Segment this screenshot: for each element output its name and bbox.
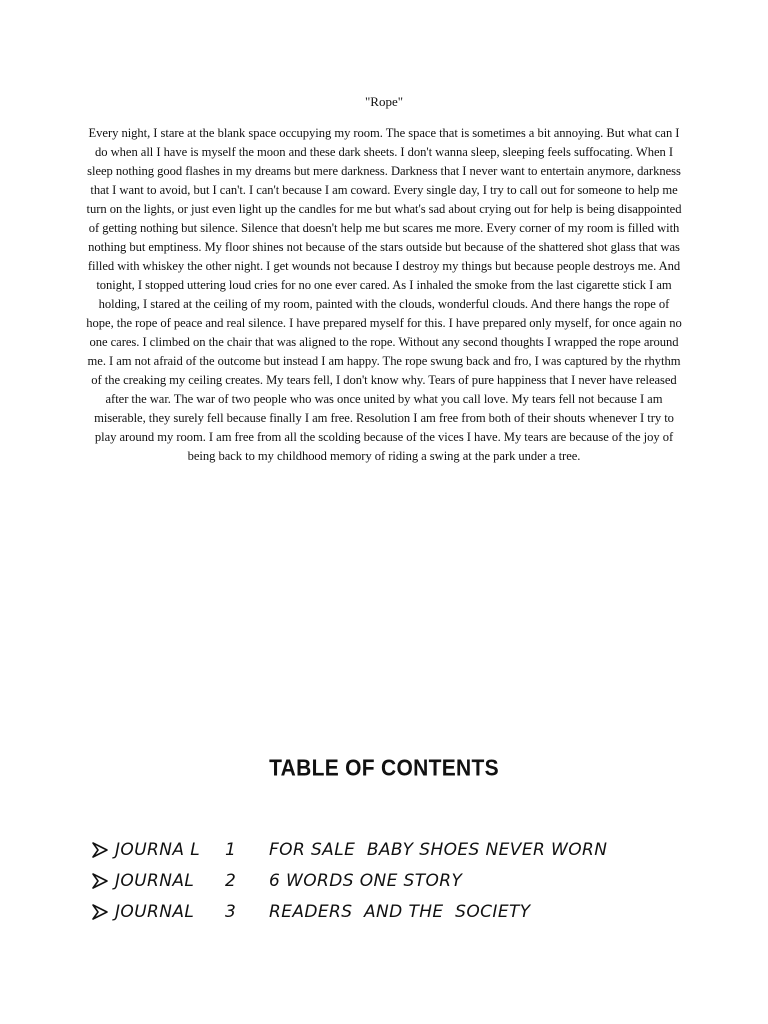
toc-item-title: READERS AND THE SOCIETY: [269, 901, 531, 922]
toc-heading: TABLE OF CONTENTS: [269, 756, 499, 781]
arrowhead-bullet-icon: [90, 902, 110, 922]
toc-item-1: [90, 834, 730, 865]
toc-item-3: [90, 896, 730, 927]
toc-item-label: JOURNAL: [115, 870, 195, 891]
toc-item-number: 2: [225, 870, 237, 891]
toc-item-label: JOURNAL: [115, 901, 195, 922]
toc-item-title: 6 WORDS ONE STORY: [269, 870, 463, 891]
toc-item-label: JOURNA L: [115, 839, 201, 860]
toc-item-title: FOR SALE BABY SHOES NEVER WORN: [269, 839, 608, 860]
poem-title: "Rope": [364, 94, 404, 109]
arrowhead-bullet-icon: [90, 871, 110, 891]
poem-body: Every night, I stare at the blank space occupying my room. The space that is sometimes a bit annoying. But what can I do when all I have is myself the moon and these dark sheets. I don't wanna sleep, sleeping feels suffocating. When I sleep nothing good flashes in my dreams but mere darkness. Darkness that I never want to entertain anymore, darkness that I want to avoid, but I can't. I can't because I am coward. Every single day, I try to call out for someone to help me turn on the lights, or just even light up the candles for me but what's sad about crying out for help is being disappointed of getting nothing but silence. Silence that doesn't help me but scares me more. Every corner of my room is filled with nothing but emptiness. My floor shines not because of the stars outside but because of the shattered shot glass that was filled with whiskey the other night. I get wounds not because I destroy my things but because people destroys me. And tonight, I stopped uttering loud cries for no one ever cared. As I inhaled the smoke from the last cigarette stick I am holding, I stared at the ceiling of my room, painted with the clouds, wonderful clouds. And there hangs the rope of hope, the rope of peace and real silence. I have prepared myself for this. I have prepared only myself, for once again no one cares. I climbed on the chair that was aligned to the rope. Without any second thoughts I wrapped the rope around me. I am not afraid of the outcome but instead I am happy. The rope swung back and fro, I was captured by the rhythm of the creaking my ceiling creates. My tears fell, I don't know why. Tears of pure happiness that I never have released after the war. The war of two people who was once united by what you call love. My tears fell not because I am miserable, they surely fell because finally I am free. Resolution I am free from both of their shouts whenever I try to play around my room. I am free from all the scolding because of the vices I have. My tears are because of the joy of being back to my childhood memory of riding a swing at the park under a tree.: [86, 126, 682, 463]
toc-item-number: 3: [225, 901, 237, 922]
toc-item-number: 1: [225, 839, 237, 860]
toc-item-2: [90, 865, 730, 896]
arrowhead-bullet-icon: [90, 840, 110, 860]
toc-list: [90, 834, 730, 927]
